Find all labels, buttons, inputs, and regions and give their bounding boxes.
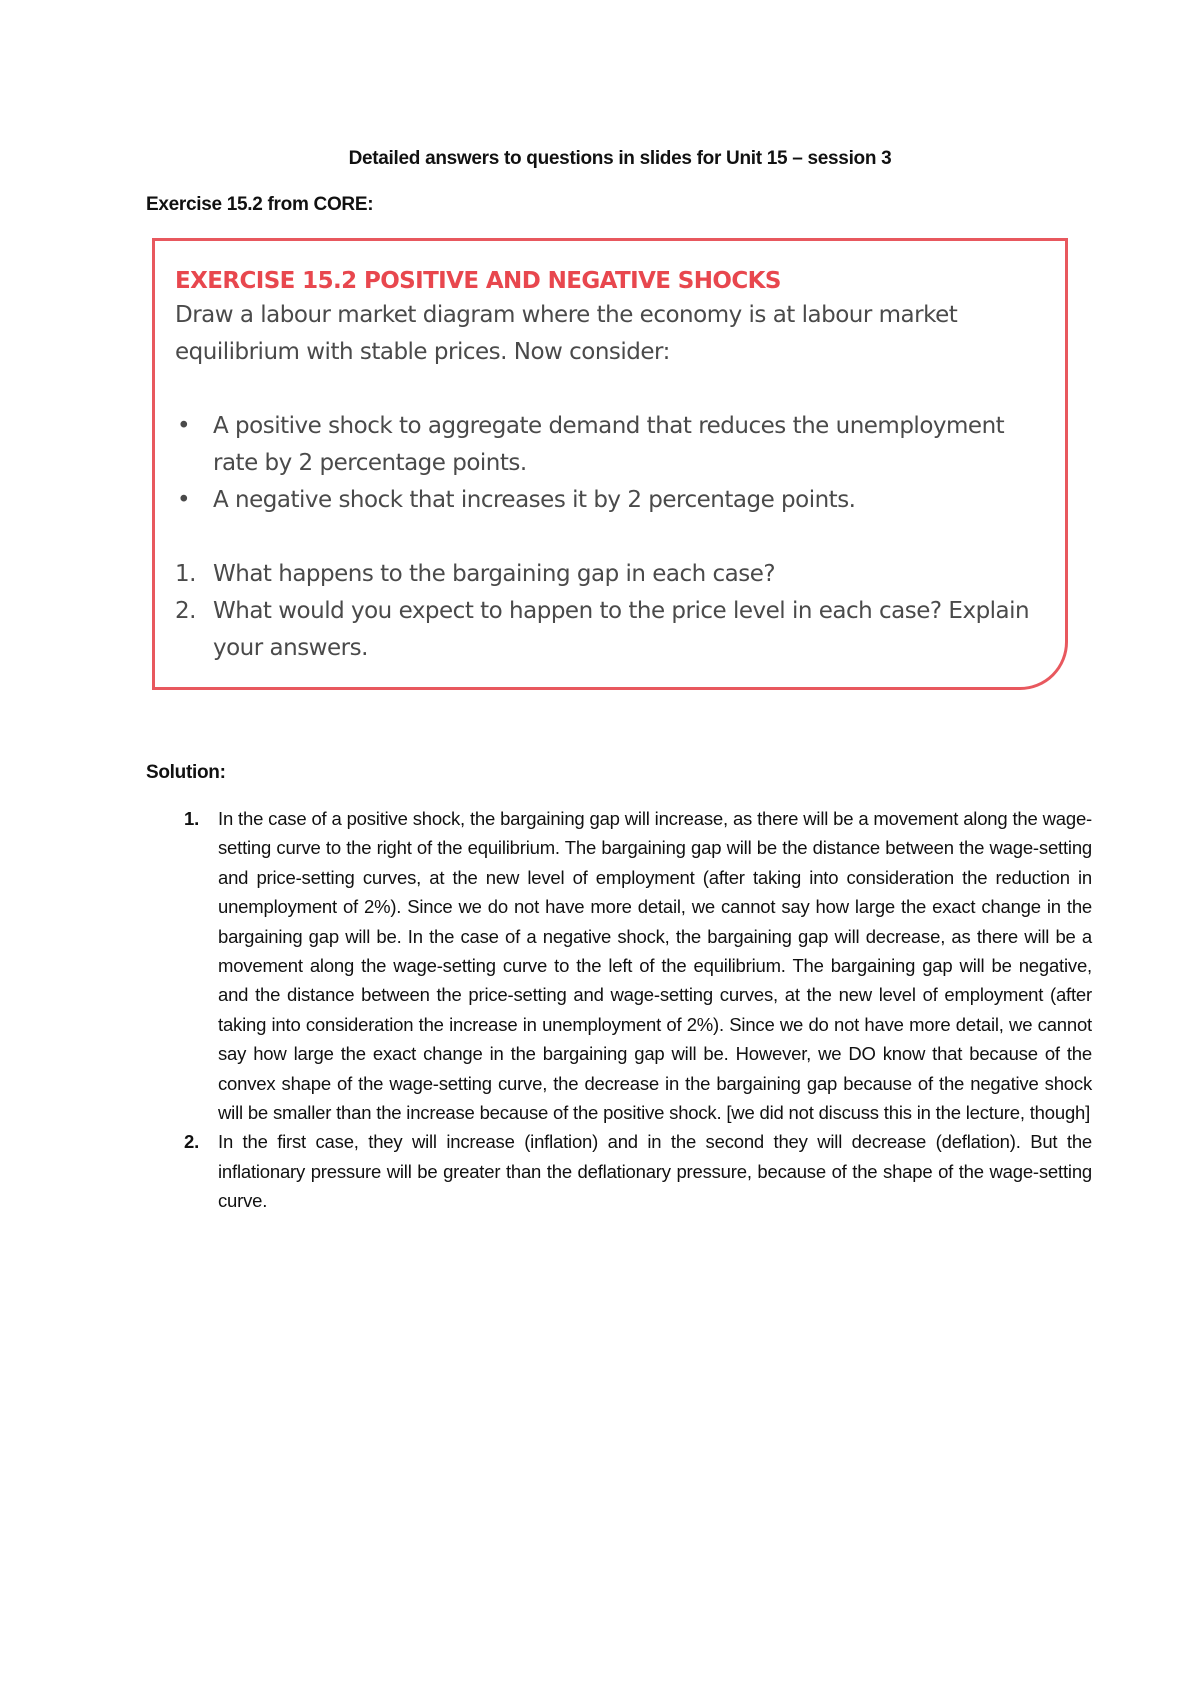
exercise-question-item	[175, 556, 1045, 593]
exercise-bullet-item	[175, 408, 1045, 482]
bullet-icon: •	[177, 487, 191, 513]
exercise-bullet-text: A positive shock to aggregate demand that reduces the unemployment rate by 2 percentage points.	[213, 413, 1005, 476]
question-text: What would you expect to happen to the price level in each case? Explain your answers.	[213, 598, 1030, 661]
exercise-intro: Draw a labour market diagram where the economy is at labour market equilibrium with stable prices. Now consider:	[175, 302, 958, 365]
exercise-bullet-text: A negative shock that increases it by 2 percentage points.	[213, 487, 856, 513]
solution-label: Solution:	[146, 762, 226, 783]
solution-list	[146, 804, 1092, 1216]
page-title: Detailed answers to questions in slides for Unit 15 – session 3	[348, 148, 892, 169]
exercise-bullet-list	[175, 408, 1045, 519]
solution-item	[146, 804, 1092, 1127]
question-text: What happens to the bargaining gap in each case?	[213, 561, 776, 587]
solution-text: In the first case, they will increase (inflation) and in the second they will decrease (deflation). But the inflationary pressure will be greater than the deflationary pressure, because of the shape of the wage-setting curve.	[218, 1131, 1092, 1212]
bullet-icon: •	[177, 413, 191, 439]
question-number: 2.	[175, 598, 196, 624]
exercise-box	[152, 238, 1068, 690]
solution-text: In the case of a positive shock, the bargaining gap will increase, as there will be a movement along the wage-setting curve to the right of the equilibrium. The bargaining gap will be the distance between the wage-setting and price-setting curves, at the new level of employment (after taking into consideration the reduction in unemployment of 2%). Since we do not have more detail, we cannot say how large the exact change in the bargaining gap will be. In the case of a negative shock, the bargaining gap will decrease, as there will be a movement along the wage-setting curve to the left of the equilibrium. The bargaining gap will be negative, and the distance between the price-setting and wage-setting curves, at the new level of employment (after taking into consideration the increase in unemployment of 2%). Since we do not have more detail, we cannot say how large the exact change in the bargaining gap will be. However, we DO know that because of the convex shape of the wage-setting curve, the decrease in the bargaining gap because of the negative shock will be smaller than the increase because of the positive shock. [we did not discuss this in the lecture, though]	[218, 808, 1092, 1124]
solution-number: 2.	[184, 1131, 200, 1153]
question-number: 1.	[175, 561, 196, 587]
solution-number: 1.	[184, 808, 200, 829]
exercise-bullet-item	[175, 482, 1045, 519]
exercise-heading: EXERCISE 15.2 POSITIVE AND NEGATIVE SHOCKS	[175, 268, 781, 294]
solution-item	[146, 1127, 1092, 1215]
exercise-question-list	[175, 556, 1045, 667]
exercise-question-item	[175, 593, 1045, 667]
exercise-label: Exercise 15.2 from CORE:	[146, 194, 374, 215]
exercise-body	[175, 297, 1045, 667]
